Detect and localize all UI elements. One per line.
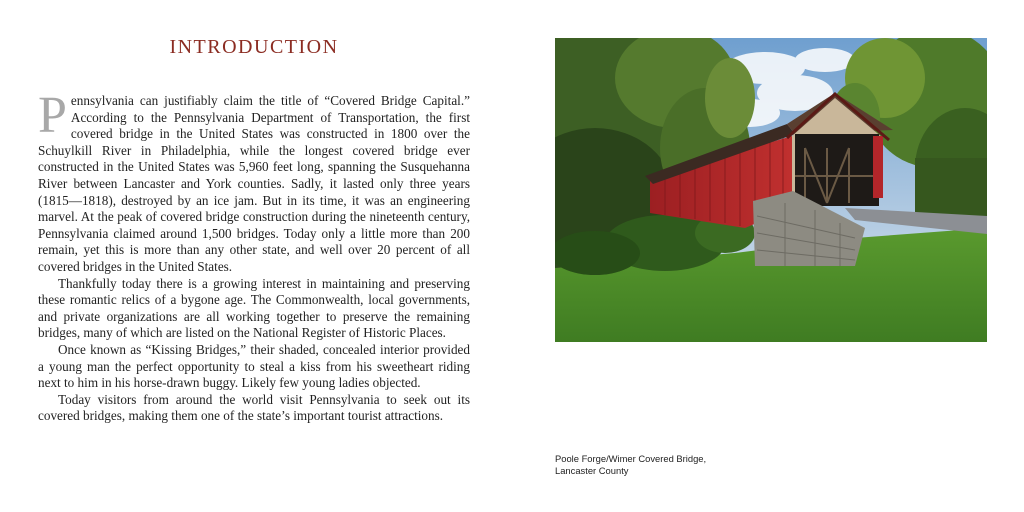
paragraph-1 <box>38 87 470 276</box>
paragraph-2: Thankfully today there is a growing interest in maintaining and preserving these romantic relics of a bygone age. The Commonwealth, local governments, and private organizations are all working together to preserve the remaining bridges, many of which are listed on the National Register of Historic Places. <box>38 275 470 341</box>
paragraph-1-text: ennsylvania can justifiably claim the title of “Covered Bridge Capital.” According to the Pennsylvania Department of Transportation, the first covered bridge in the United States was constructed in 1800 over the Schuylkill River in Philadelphia, while the longest covered bridge ever constructed in the United States was 5,960 feet long, spanning the Susquehanna River between Lancaster and York counties. Sadly, it lasted only three years (1815—1818), destroyed by an ice jam. But in its time, it was an engineering marvel. At the peak of covered bridge construction during the nineteenth century, Pennsylvania claimed around 1,500 bridges. Today only a little more than 200 remain, yet this is more than any other state, and well over 20 percent of all covered bridges in the United States. <box>38 93 470 274</box>
page-heading: INTRODUCTION <box>169 36 339 58</box>
drop-cap: P <box>38 87 67 144</box>
caption-line-2: Lancaster County <box>555 465 629 476</box>
photo-caption <box>555 453 795 477</box>
right-page <box>512 0 1024 512</box>
paragraph-3: Once known as “Kissing Bridges,” their shaded, concealed interior provided a young man the perfect opportunity to steal a kiss from his sweetheart riding next to him in his horse-drawn buggy. Likely few young ladies objected. <box>38 341 470 391</box>
caption-line-1: Poole Forge/Wimer Covered Bridge, <box>555 453 707 464</box>
paragraph-4: Today visitors from around the world visit Pennsylvania to seek out its covered bridges, making them one of the state’s important tourist attractions. <box>38 391 470 424</box>
intro-text <box>38 87 470 425</box>
covered-bridge-photo <box>555 38 987 342</box>
